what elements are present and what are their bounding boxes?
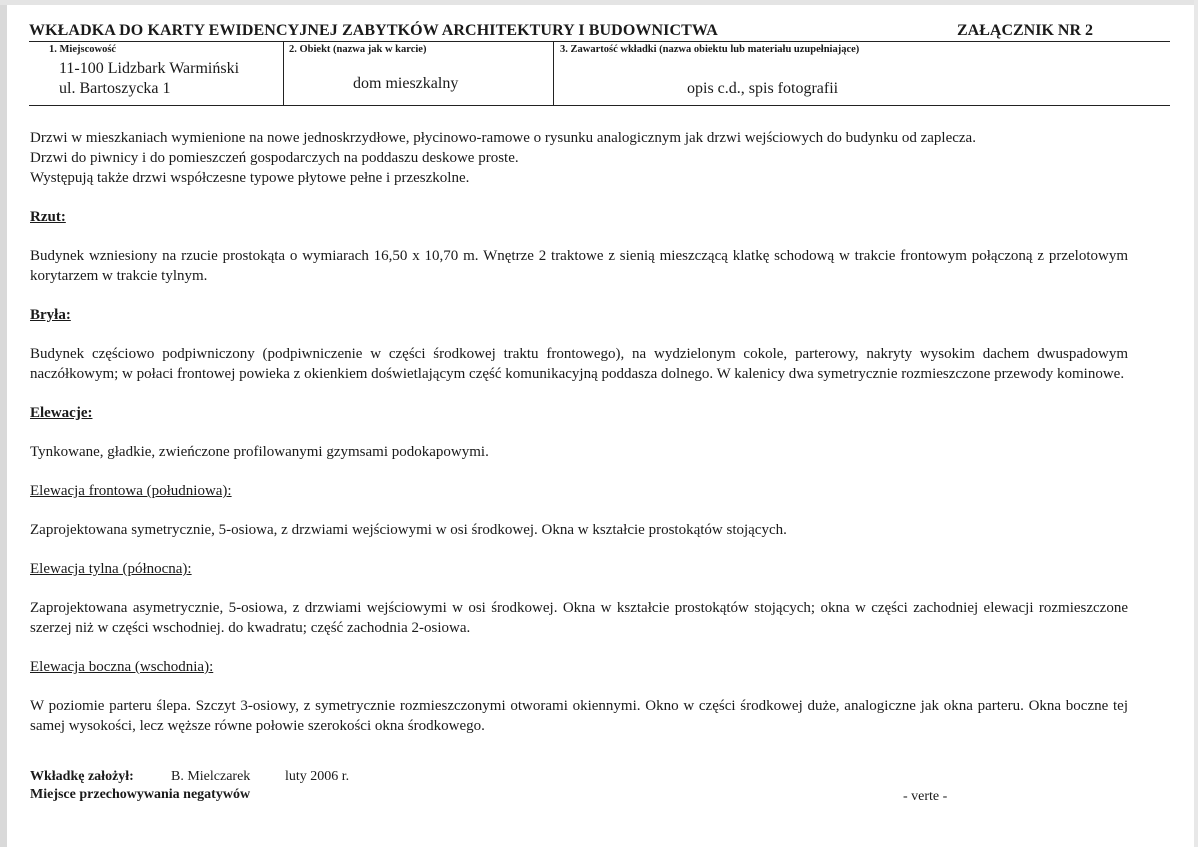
- text-rear: Zaprojektowana asymetrycznie, 5-osiowa, z drzwiami wejściowymi w osi środkowej. Okna w kształcie prostokątów stojących; okna w części zachodniej elewacji rozmieszczone szerzej niż w części wschodniej. do kwadratu; część zachodnia 2-osiowa.: [30, 600, 1128, 636]
- text-front: Zaprojektowana symetrycznie, 5-osiowa, z drzwiami wejściowymi w osi środkowej. Okna w kształcie prostokątów stojących.: [30, 522, 787, 538]
- form-bottom-rule: [29, 105, 1170, 106]
- verte-mark: - verte -: [903, 789, 948, 804]
- negatives-label: Miejsce przechowywania negatywów: [30, 787, 251, 802]
- location-street: ul. Bartoszycka 1: [59, 80, 171, 97]
- location-city: 11-100 Lidzbark Warmiński: [59, 60, 240, 77]
- annex-number: ZAŁĄCZNIK NR 2: [957, 22, 1094, 39]
- form-top-rule: [29, 41, 1170, 42]
- scan-edge-left: [0, 0, 7, 847]
- section-heading-bryla: Bryła:: [30, 307, 71, 323]
- content-value: opis c.d., spis fotografii: [687, 80, 839, 97]
- author-date: luty 2006 r.: [285, 769, 350, 784]
- section-text-rzut: Budynek wzniesiony na rzucie prostokąta o wymiarach 16,50 x 10,70 m. Wnętrze 2 traktowe z sienią mieszczącą klatkę schodową w trakcie frontowym połączoną z przelotowym korytarzem w trakcie tylnym.: [30, 248, 1128, 284]
- form-divider-2: [553, 41, 554, 105]
- intro-line-3: Występują także drzwi współczesne typowe płytowe pełne i przeszkolne.: [30, 170, 470, 186]
- content-label: 3. Zawartość wkładki (nazwa obiektu lub materiału uzupełniające): [560, 44, 860, 55]
- section-text-elewacje: Tynkowane, gładkie, zwieńczone profilowanymi gzymsami podokapowymi.: [30, 444, 489, 460]
- author-label: Wkładkę założył:: [30, 769, 134, 784]
- object-label: 2. Obiekt (nazwa jak w karcie): [289, 44, 427, 55]
- section-text-bryla: Budynek częściowo podpiwniczony (podpiwniczenie w części środkowej traktu frontowego), na wydzielonym cokole, parterowy, nakryty wysokim dachem dwuspadowym naczółkowym; w połaci frontowej powieka z okienkiem doświetlającym część komunikacyjną poddasza dolnego. W kalenicy dwa symetrycznie rozmieszczone przewody kominowe.: [30, 346, 1128, 382]
- scan-edge-right: [1194, 0, 1198, 847]
- description-body: [30, 128, 1128, 736]
- scan-edge-top: [0, 0, 1198, 5]
- object-value: dom mieszkalny: [353, 75, 459, 92]
- location-label: 1. Miejscowość: [49, 44, 117, 55]
- form-divider-1: [283, 41, 284, 105]
- intro-line-2: Drzwi do piwnicy i do pomieszczeń gospodarczych na poddaszu deskowe proste.: [30, 150, 519, 166]
- section-heading-elewacje: Elewacje:: [30, 405, 93, 421]
- section-heading-rzut: Rzut:: [30, 209, 66, 225]
- subheading-rear: Elewacja tylna (północna):: [30, 561, 192, 577]
- document-title: WKŁADKA DO KARTY EWIDENCYJNEJ ZABYTKÓW ARCHITEKTURY I BUDOWNICTWA: [29, 22, 718, 39]
- intro-line-1: Drzwi w mieszkaniach wymienione na nowe jednoskrzydłowe, płycinowo-ramowe o rysunku analogicznym jak drzwi wejściowych do budynku od zaplecza.: [30, 130, 976, 146]
- author-name: B. Mielczarek: [171, 769, 251, 784]
- text-side: W poziomie parteru ślepa. Szczyt 3-osiowy, z symetrycznie rozmieszczonymi otworami okiennymi. Okno w części środkowej duże, analogiczne jak okna parteru. Okna boczne tej samej wysokości, lecz węższe równe połowie szerokości okna środkowego.: [30, 698, 1128, 734]
- subheading-front: Elewacja frontowa (południowa):: [30, 483, 232, 499]
- subheading-side: Elewacja boczna (wschodnia):: [30, 659, 214, 675]
